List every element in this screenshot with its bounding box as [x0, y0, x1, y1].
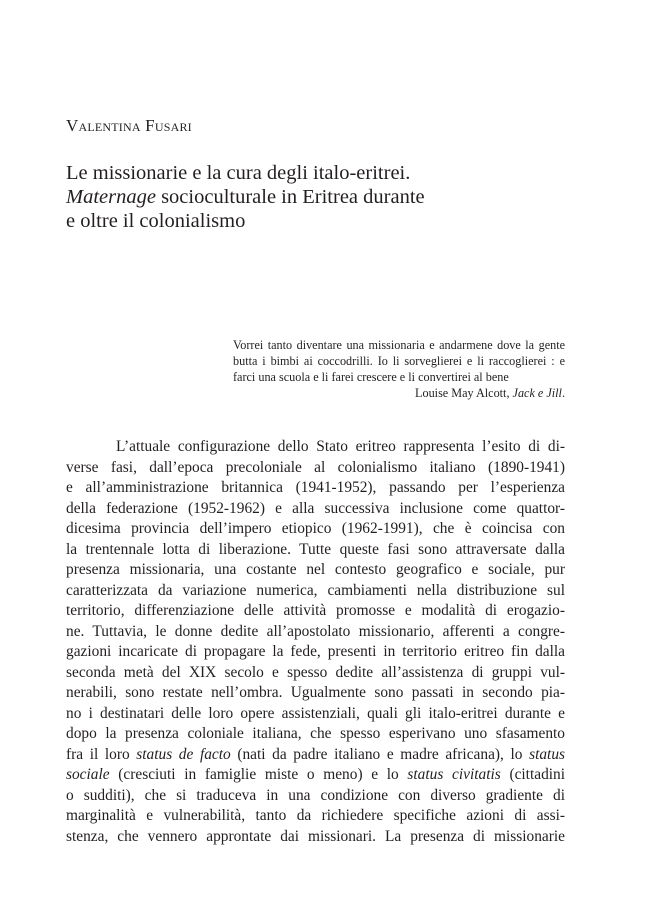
body-italic: status de facto [136, 745, 231, 763]
body-line: dopo la presenza coloniale italiana, che spesso esperivano uno sfasamento [66, 725, 565, 742]
body-line: o sudditi), che si traduceva in una condizione con diverso gradiente di [66, 786, 565, 804]
epigraph-attribution [233, 385, 565, 401]
body-line: L’attuale configurazione dello Stato eritreo rappresenta l’esito di di- [116, 438, 565, 455]
body-line: no i destinatari delle loro opere assistenziali, quali gli italo-eritrei durante e [66, 704, 565, 722]
title-italic-word: Maternage [66, 186, 156, 208]
body-line: nerabili, sono restate nell’ombra. Ugualmente sono passati in secondo pia- [66, 684, 565, 701]
title-line-3: e oltre il colonialismo [66, 210, 246, 232]
body-line: e all’amministrazione britannica (1941-1952), passando per l’esperienza [66, 479, 565, 496]
article-title [66, 161, 586, 233]
author-name: Valentina Fusari [66, 116, 192, 135]
body-line: ne. Tuttavia, le donne dedite all’apostolato missionario, afferenti a congre- [66, 622, 565, 640]
body-line: caratterizzata da variazione numerica, cambiamenti nella distribuzione sul [66, 581, 565, 599]
body-line: marginalità e vulnerabilità, tanto da richiedere specifiche azioni di assi- [66, 807, 565, 824]
epigraph-attribution-author: Louise May Alcott, [415, 386, 513, 400]
epigraph-attribution-end: . [561, 386, 565, 400]
title-line-2-rest: socioculturale in Eritrea durante [155, 186, 425, 208]
body-text: fra il loro [66, 745, 137, 763]
body-line [66, 765, 565, 786]
body-line: la trentennale lotta di liberazione. Tutte queste fasi sono attraversate dalla [66, 540, 565, 558]
body-italic: status [529, 745, 565, 763]
body-line: territorio, differenziazione delle attività promosse e modalità di erogazio- [66, 602, 565, 619]
body-line: seconda metà del XIX secolo e spesso dedite all’assistenza di gruppi vul- [66, 663, 565, 681]
body-text: (cittadini [500, 766, 566, 783]
body-line: della federazione (1952-1962) e alla successiva inclusione come quattor- [66, 499, 565, 517]
epigraph-text: Vorrei tanto diventare una missionaria e andarmene dove la gente butta i bimbi ai coccodrilli. Io li sorveglierei e li raccoglierei : e farci una scuola e li farei crescere e li convertirei al bene [233, 338, 565, 384]
title-line-1: Le missionarie e la cura degli italo-eritrei. [66, 162, 411, 184]
body-italic: sociale [66, 766, 110, 783]
title-line-2 [66, 185, 586, 209]
body-line: stenza, che vennero approntate dai missionari. La presenza di missionarie [66, 827, 565, 845]
body-line: verse fasi, dall’epoca precoloniale al colonialismo italiano (1890-1941) [66, 458, 565, 476]
epigraph-attribution-work: Jack e Jill [512, 386, 562, 400]
body-text: (nati da padre italiano e madre africana), lo [230, 745, 530, 763]
body-line: dicesima provincia dell’impero etiopico (1962-1991), che è coincisa con [66, 520, 565, 537]
body-line: gazioni incaricate di propagare la fede, presenti in territorio eritreo fin dalla [66, 643, 565, 660]
body-line: presenza missionaria, una costante nel contesto geografico e sociale, pur [66, 561, 565, 578]
body-text: (cresciuti in famiglie miste o meno) e lo [109, 766, 408, 783]
body-line [66, 745, 565, 766]
body-italic: status civitatis [407, 766, 501, 783]
body-paragraph [66, 437, 565, 847]
epigraph [233, 337, 565, 401]
